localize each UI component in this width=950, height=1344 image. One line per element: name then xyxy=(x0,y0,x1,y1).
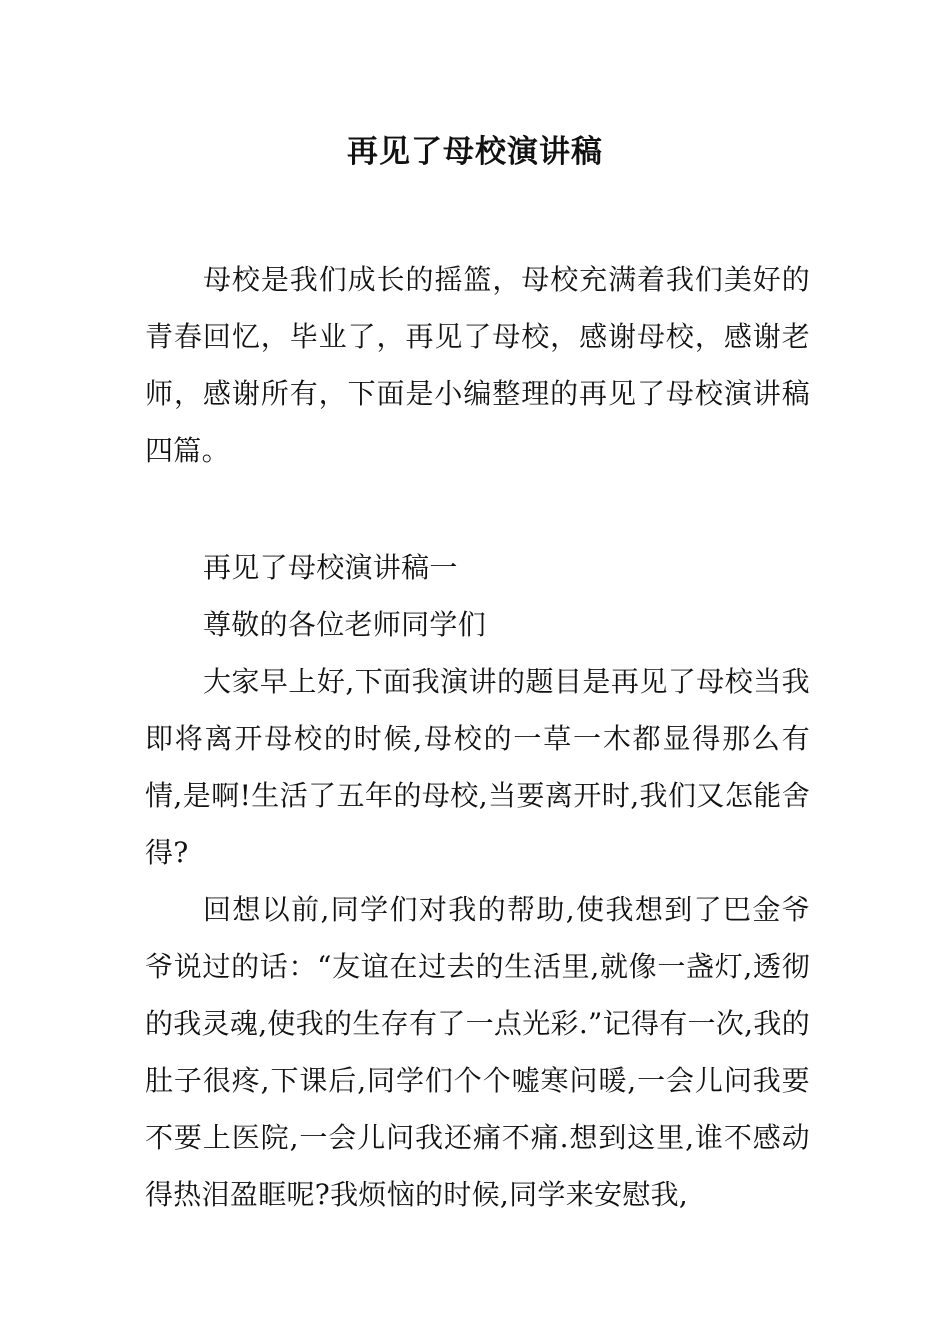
document-title: 再见了母校演讲稿 xyxy=(347,134,603,170)
intro-paragraph: 母校是我们成长的摇篮，母校充满着我们美好的青春回忆，毕业了，再见了母校，感谢母校，感谢老师，感谢所有，下面是小编整理的再见了母校演讲稿四篇。 xyxy=(145,263,810,467)
greeting-line: 尊敬的各位老师同学们 xyxy=(203,608,487,641)
body-paragraph-2: 回想以前,同学们对我的帮助,使我想到了巴金爷爷说过的话：“友谊在过去的生活里,就像一盏灯,透彻的我灵魂,使我的生存有了一点光彩.”记得有一次,我的肚子很疼,下课后,同学们个个嘘寒问暖,一会儿问我要不要上医院,一会儿问我还痛不痛.想到这里,谁不感动得热泪盈眶呢?我烦恼的时候,同学来安慰我, xyxy=(145,893,810,1211)
body-paragraph-1: 大家早上好,下面我演讲的题目是再见了母校当我即将离开母校的时候,母校的一草一木都显得那么有情,是啊!生活了五年的母校,当要离开时,我们又怎能舍得? xyxy=(145,665,810,869)
section-heading: 再见了母校演讲稿一 xyxy=(203,551,458,584)
